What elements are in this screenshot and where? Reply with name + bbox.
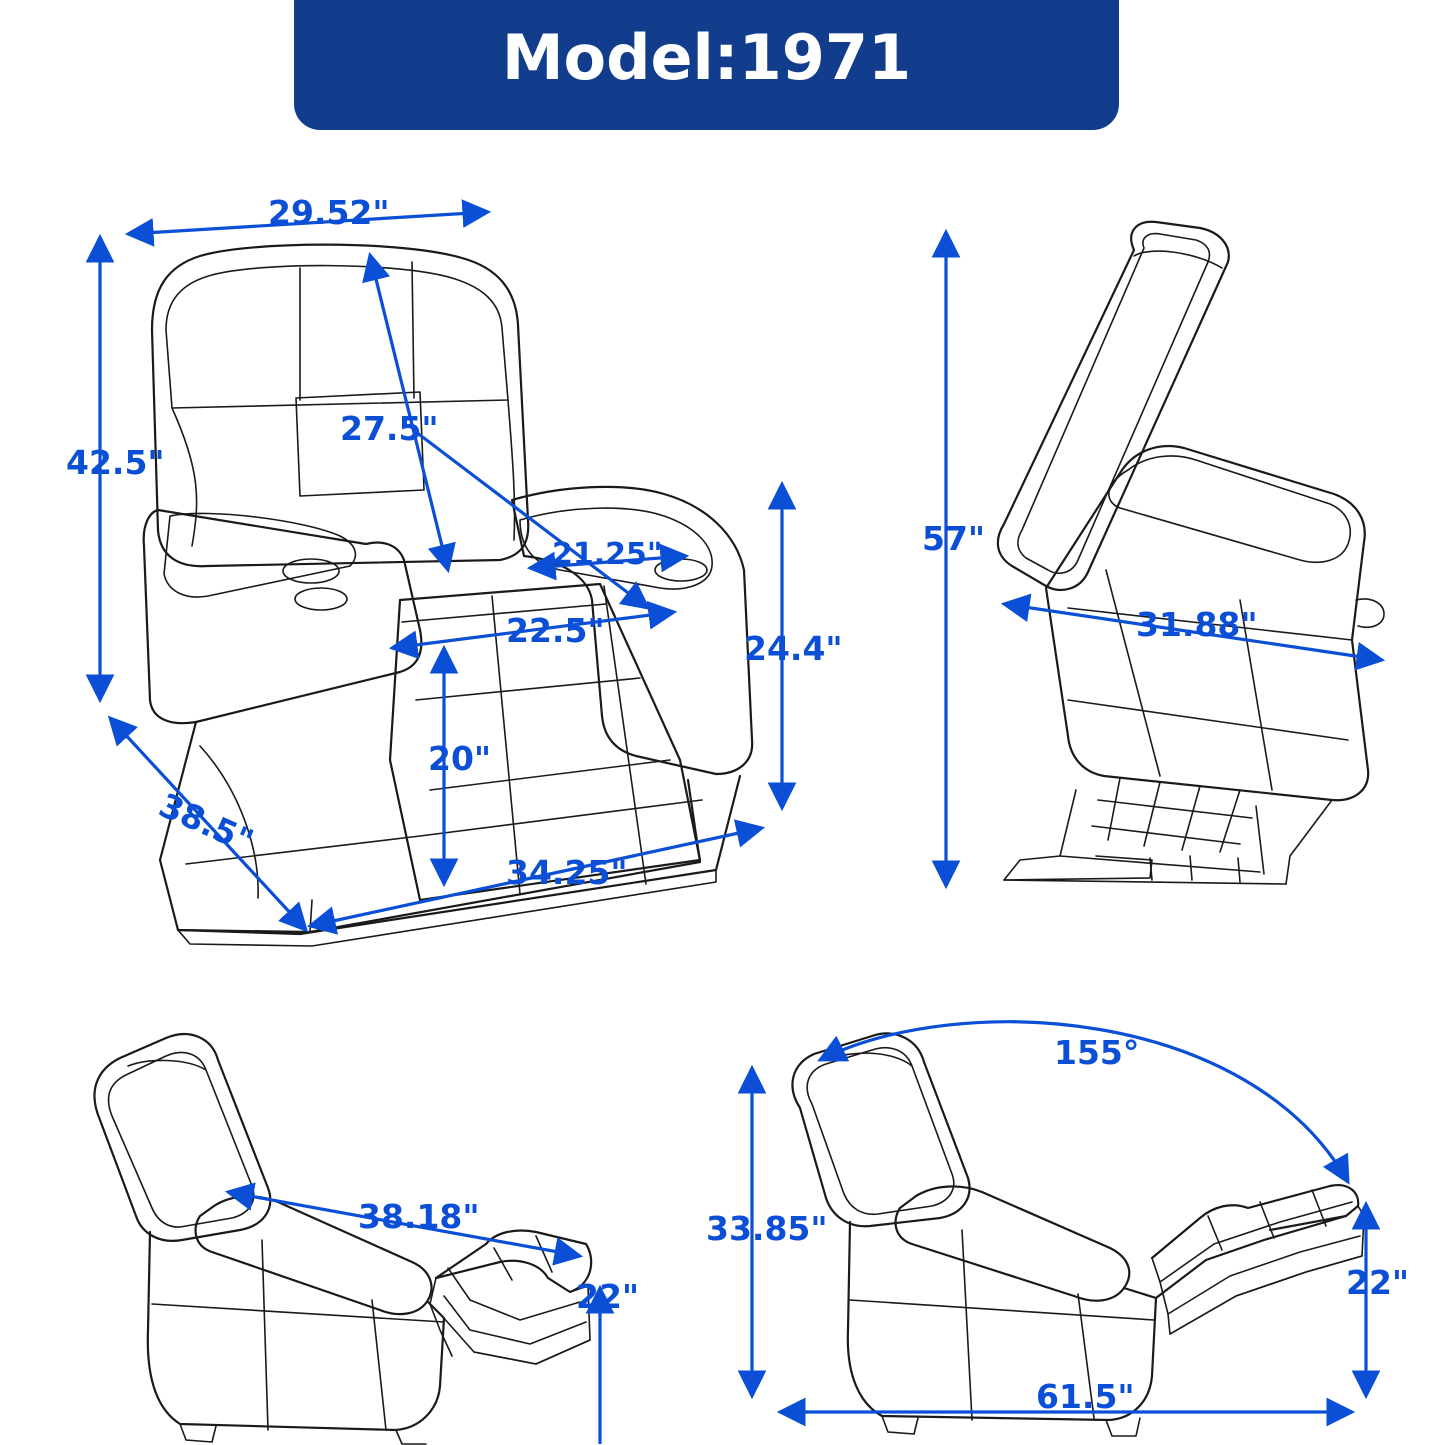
dim-label-seat-depth: 22.5" [506, 611, 605, 650]
dim-label-width-top: 29.52" [268, 193, 390, 232]
dim-label-recline-length-total: 61.5" [1036, 1377, 1135, 1416]
dim-label-recline-angle: 155° [1054, 1033, 1140, 1072]
page-title: Model:1971 [501, 21, 912, 94]
dim-label-footrest-height-right: 22" [1346, 1263, 1410, 1302]
dim-label-recline-back-height: 33.85" [706, 1209, 828, 1248]
dim-label-recline-length: 38.18" [358, 1197, 480, 1236]
dim-label-lift-diagonal: 31.88" [1136, 605, 1258, 644]
dim-label-footrest-height-left: 22" [576, 1277, 640, 1316]
dim-label-lift-height: 57" [922, 519, 986, 558]
dim-label-seat-width: 21.25" [552, 537, 663, 572]
dim-label-depth: 38.5" [153, 785, 260, 862]
dim-label-width-base: 34.25" [506, 853, 628, 892]
dim-label-back-height: 27.5" [340, 409, 439, 448]
dim-label-seat-height: 20" [428, 739, 492, 778]
dim-label-arm-height: 24.4" [744, 629, 843, 668]
dim-label-height: 42.5" [66, 443, 165, 482]
